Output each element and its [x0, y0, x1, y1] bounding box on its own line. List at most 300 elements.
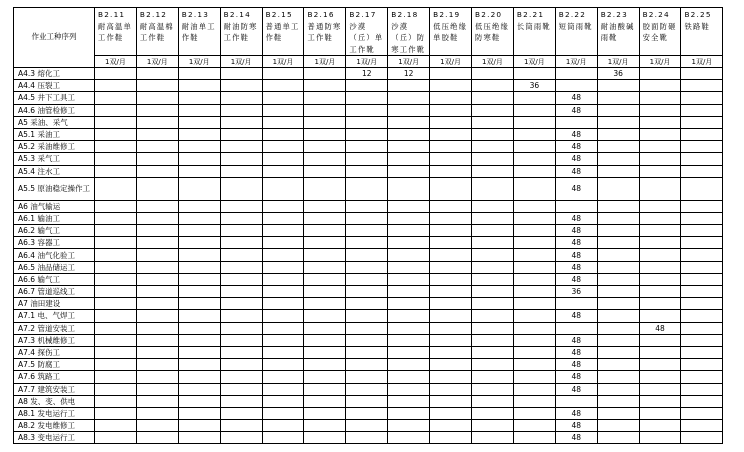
value-cell[interactable]: 48 — [555, 359, 597, 371]
value-cell[interactable] — [430, 128, 472, 140]
value-cell[interactable] — [430, 225, 472, 237]
value-cell[interactable] — [346, 359, 388, 371]
value-cell[interactable] — [513, 407, 555, 419]
value-cell[interactable] — [430, 273, 472, 285]
job-name-cell[interactable]: A4.4 压裂工 — [14, 80, 95, 92]
value-cell[interactable] — [304, 116, 346, 128]
value-cell[interactable] — [597, 298, 639, 310]
value-cell[interactable] — [178, 68, 220, 80]
value-cell[interactable] — [220, 371, 262, 383]
value-cell[interactable] — [513, 298, 555, 310]
value-cell[interactable] — [388, 346, 430, 358]
value-cell[interactable] — [430, 153, 472, 165]
value-cell[interactable] — [513, 249, 555, 261]
value-cell[interactable] — [95, 116, 137, 128]
value-cell[interactable] — [220, 80, 262, 92]
value-cell[interactable] — [95, 261, 137, 273]
value-cell[interactable] — [681, 128, 723, 140]
value-cell[interactable] — [346, 310, 388, 322]
value-cell[interactable] — [472, 407, 514, 419]
value-cell[interactable] — [597, 322, 639, 334]
value-cell[interactable] — [346, 200, 388, 212]
value-cell[interactable] — [513, 104, 555, 116]
value-cell[interactable] — [178, 177, 220, 200]
value-cell[interactable] — [639, 237, 681, 249]
value-cell[interactable] — [430, 116, 472, 128]
value-cell[interactable] — [388, 116, 430, 128]
value-cell[interactable] — [178, 141, 220, 153]
value-cell[interactable] — [136, 80, 178, 92]
job-name-cell[interactable]: A8.1 发电运行工 — [14, 407, 95, 419]
value-cell[interactable] — [262, 128, 304, 140]
value-cell[interactable] — [346, 395, 388, 407]
value-cell[interactable] — [555, 322, 597, 334]
value-cell[interactable] — [220, 165, 262, 177]
value-cell[interactable] — [346, 177, 388, 200]
value-cell[interactable] — [136, 432, 178, 444]
value-cell[interactable]: 48 — [555, 261, 597, 273]
value-cell[interactable] — [472, 334, 514, 346]
value-cell[interactable] — [597, 104, 639, 116]
value-cell[interactable] — [388, 128, 430, 140]
value-cell[interactable] — [136, 322, 178, 334]
value-cell[interactable] — [597, 141, 639, 153]
value-cell[interactable] — [513, 286, 555, 298]
value-cell[interactable]: 48 — [555, 407, 597, 419]
value-cell[interactable]: 36 — [555, 286, 597, 298]
value-cell[interactable] — [346, 141, 388, 153]
value-cell[interactable] — [178, 346, 220, 358]
value-cell[interactable] — [95, 420, 137, 432]
value-cell[interactable] — [555, 200, 597, 212]
value-cell[interactable] — [136, 225, 178, 237]
value-cell[interactable]: 48 — [555, 334, 597, 346]
value-cell[interactable] — [639, 128, 681, 140]
value-cell[interactable] — [597, 212, 639, 224]
value-cell[interactable] — [681, 407, 723, 419]
value-cell[interactable] — [136, 334, 178, 346]
column-header-cell[interactable] — [388, 8, 430, 56]
value-cell[interactable] — [262, 212, 304, 224]
value-cell[interactable] — [262, 249, 304, 261]
value-cell[interactable] — [472, 153, 514, 165]
job-name-cell[interactable]: A5.3 采气工 — [14, 153, 95, 165]
value-cell[interactable] — [262, 395, 304, 407]
value-cell[interactable] — [178, 298, 220, 310]
value-cell[interactable] — [220, 346, 262, 358]
value-cell[interactable] — [262, 334, 304, 346]
value-cell[interactable] — [681, 200, 723, 212]
value-cell[interactable] — [178, 310, 220, 322]
column-header-cell[interactable] — [304, 8, 346, 56]
value-cell[interactable] — [95, 200, 137, 212]
job-name-cell[interactable]: A6.1 输油工 — [14, 212, 95, 224]
value-cell[interactable] — [262, 346, 304, 358]
value-cell[interactable] — [95, 310, 137, 322]
value-cell[interactable] — [639, 334, 681, 346]
value-cell[interactable] — [513, 165, 555, 177]
value-cell[interactable] — [304, 261, 346, 273]
column-header-cell[interactable] — [513, 8, 555, 56]
value-cell[interactable] — [430, 141, 472, 153]
value-cell[interactable] — [513, 92, 555, 104]
value-cell[interactable] — [346, 80, 388, 92]
value-cell[interactable] — [388, 249, 430, 261]
value-cell[interactable] — [262, 141, 304, 153]
value-cell[interactable] — [597, 346, 639, 358]
job-name-cell[interactable]: A4.6 油管检修工 — [14, 104, 95, 116]
value-cell[interactable] — [513, 359, 555, 371]
value-cell[interactable] — [136, 249, 178, 261]
value-cell[interactable] — [178, 334, 220, 346]
value-cell[interactable]: 48 — [555, 237, 597, 249]
value-cell[interactable] — [597, 177, 639, 200]
value-cell[interactable]: 48 — [555, 346, 597, 358]
value-cell[interactable] — [597, 395, 639, 407]
value-cell[interactable]: 48 — [555, 141, 597, 153]
value-cell[interactable] — [304, 334, 346, 346]
value-cell[interactable] — [262, 177, 304, 200]
value-cell[interactable] — [304, 177, 346, 200]
value-cell[interactable] — [304, 128, 346, 140]
value-cell[interactable] — [262, 104, 304, 116]
value-cell[interactable] — [430, 395, 472, 407]
value-cell[interactable] — [472, 104, 514, 116]
job-name-cell[interactable]: A8 发、变、供电 — [14, 395, 95, 407]
value-cell[interactable] — [472, 212, 514, 224]
value-cell[interactable] — [513, 432, 555, 444]
value-cell[interactable] — [597, 165, 639, 177]
value-cell[interactable] — [681, 273, 723, 285]
value-cell[interactable] — [136, 237, 178, 249]
value-cell[interactable] — [95, 128, 137, 140]
value-cell[interactable] — [681, 80, 723, 92]
value-cell[interactable] — [346, 407, 388, 419]
value-cell[interactable]: 48 — [555, 128, 597, 140]
value-cell[interactable] — [304, 153, 346, 165]
job-name-cell[interactable]: A7.2 管道安装工 — [14, 322, 95, 334]
value-cell[interactable] — [639, 298, 681, 310]
value-cell[interactable] — [95, 395, 137, 407]
unit-cell[interactable]: 1双/月 — [597, 56, 639, 68]
value-cell[interactable] — [346, 128, 388, 140]
unit-cell[interactable]: 1双/月 — [178, 56, 220, 68]
value-cell[interactable] — [681, 141, 723, 153]
value-cell[interactable] — [681, 298, 723, 310]
value-cell[interactable] — [513, 310, 555, 322]
value-cell[interactable] — [95, 407, 137, 419]
value-cell[interactable] — [178, 432, 220, 444]
column-header-cell[interactable] — [472, 8, 514, 56]
value-cell[interactable] — [430, 432, 472, 444]
value-cell[interactable] — [681, 177, 723, 200]
value-cell[interactable] — [555, 116, 597, 128]
job-name-cell[interactable]: A8.3 变电运行工 — [14, 432, 95, 444]
column-header-cell[interactable] — [597, 8, 639, 56]
value-cell[interactable] — [513, 237, 555, 249]
value-cell[interactable] — [597, 359, 639, 371]
value-cell[interactable] — [513, 346, 555, 358]
job-name-cell[interactable]: A6.5 油品储运工 — [14, 261, 95, 273]
value-cell[interactable] — [472, 177, 514, 200]
value-cell[interactable] — [681, 359, 723, 371]
value-cell[interactable] — [304, 407, 346, 419]
value-cell[interactable] — [304, 237, 346, 249]
value-cell[interactable] — [430, 420, 472, 432]
value-cell[interactable] — [136, 104, 178, 116]
value-cell[interactable]: 12 — [346, 68, 388, 80]
job-name-cell[interactable]: A4.5 井下工具工 — [14, 92, 95, 104]
value-cell[interactable] — [220, 249, 262, 261]
value-cell[interactable] — [430, 237, 472, 249]
value-cell[interactable]: 48 — [555, 92, 597, 104]
unit-cell[interactable]: 1双/月 — [220, 56, 262, 68]
job-name-cell[interactable]: A4.3 熔化工 — [14, 68, 95, 80]
value-cell[interactable] — [136, 420, 178, 432]
job-name-cell[interactable]: A7.1 电、气焊工 — [14, 310, 95, 322]
value-cell[interactable] — [681, 420, 723, 432]
value-cell[interactable] — [597, 116, 639, 128]
value-cell[interactable] — [346, 432, 388, 444]
value-cell[interactable] — [178, 80, 220, 92]
job-name-cell[interactable]: A7.6 筑路工 — [14, 371, 95, 383]
value-cell[interactable] — [262, 68, 304, 80]
value-cell[interactable] — [346, 371, 388, 383]
value-cell[interactable] — [681, 432, 723, 444]
value-cell[interactable] — [597, 334, 639, 346]
value-cell[interactable] — [430, 68, 472, 80]
value-cell[interactable] — [95, 273, 137, 285]
value-cell[interactable] — [95, 68, 137, 80]
value-cell[interactable] — [430, 286, 472, 298]
value-cell[interactable] — [95, 92, 137, 104]
value-cell[interactable] — [136, 200, 178, 212]
value-cell[interactable] — [388, 225, 430, 237]
value-cell[interactable] — [178, 395, 220, 407]
value-cell[interactable] — [597, 92, 639, 104]
value-cell[interactable] — [304, 322, 346, 334]
value-cell[interactable] — [136, 395, 178, 407]
value-cell[interactable] — [472, 286, 514, 298]
value-cell[interactable] — [262, 261, 304, 273]
value-cell[interactable] — [639, 141, 681, 153]
job-name-cell[interactable]: A7.7 建筑安装工 — [14, 383, 95, 395]
column-header-cell[interactable] — [681, 8, 723, 56]
value-cell[interactable] — [388, 359, 430, 371]
value-cell[interactable] — [597, 310, 639, 322]
value-cell[interactable]: 48 — [555, 383, 597, 395]
value-cell[interactable] — [346, 237, 388, 249]
value-cell[interactable] — [472, 420, 514, 432]
job-name-cell[interactable]: A6.2 输气工 — [14, 225, 95, 237]
value-cell[interactable] — [262, 359, 304, 371]
value-cell[interactable] — [681, 346, 723, 358]
value-cell[interactable]: 48 — [555, 273, 597, 285]
value-cell[interactable] — [597, 432, 639, 444]
value-cell[interactable] — [639, 212, 681, 224]
value-cell[interactable] — [639, 225, 681, 237]
value-cell[interactable] — [136, 310, 178, 322]
value-cell[interactable] — [597, 128, 639, 140]
value-cell[interactable] — [513, 141, 555, 153]
value-cell[interactable] — [472, 273, 514, 285]
value-cell[interactable] — [513, 383, 555, 395]
value-cell[interactable] — [220, 432, 262, 444]
value-cell[interactable] — [346, 383, 388, 395]
value-cell[interactable] — [430, 310, 472, 322]
unit-cell[interactable]: 1双/月 — [681, 56, 723, 68]
value-cell[interactable] — [681, 68, 723, 80]
value-cell[interactable] — [597, 80, 639, 92]
value-cell[interactable] — [304, 432, 346, 444]
value-cell[interactable] — [597, 407, 639, 419]
value-cell[interactable] — [220, 128, 262, 140]
value-cell[interactable] — [430, 407, 472, 419]
column-header-cell[interactable] — [220, 8, 262, 56]
value-cell[interactable] — [472, 237, 514, 249]
value-cell[interactable] — [639, 80, 681, 92]
value-cell[interactable] — [513, 334, 555, 346]
value-cell[interactable] — [95, 359, 137, 371]
job-name-cell[interactable]: A6.7 管道巡线工 — [14, 286, 95, 298]
value-cell[interactable] — [220, 68, 262, 80]
value-cell[interactable] — [388, 371, 430, 383]
value-cell[interactable]: 48 — [555, 153, 597, 165]
job-name-cell[interactable]: A8.2 发电维修工 — [14, 420, 95, 432]
value-cell[interactable] — [220, 261, 262, 273]
value-cell[interactable] — [262, 273, 304, 285]
column-header-cell[interactable] — [639, 8, 681, 56]
value-cell[interactable] — [304, 273, 346, 285]
value-cell[interactable] — [430, 212, 472, 224]
value-cell[interactable] — [681, 310, 723, 322]
unit-cell[interactable]: 1双/月 — [95, 56, 137, 68]
value-cell[interactable] — [262, 237, 304, 249]
value-cell[interactable] — [220, 298, 262, 310]
value-cell[interactable] — [178, 249, 220, 261]
job-name-cell[interactable]: A6.3 容器工 — [14, 237, 95, 249]
job-name-cell[interactable]: A6 油气输运 — [14, 200, 95, 212]
value-cell[interactable] — [346, 212, 388, 224]
value-cell[interactable]: 48 — [555, 371, 597, 383]
value-cell[interactable] — [136, 177, 178, 200]
value-cell[interactable] — [555, 80, 597, 92]
value-cell[interactable] — [136, 286, 178, 298]
value-cell[interactable] — [472, 298, 514, 310]
value-cell[interactable] — [597, 371, 639, 383]
value-cell[interactable]: 48 — [555, 249, 597, 261]
value-cell[interactable] — [346, 322, 388, 334]
value-cell[interactable] — [472, 359, 514, 371]
value-cell[interactable] — [513, 371, 555, 383]
value-cell[interactable] — [220, 420, 262, 432]
value-cell[interactable] — [346, 92, 388, 104]
value-cell[interactable] — [555, 298, 597, 310]
value-cell[interactable] — [472, 395, 514, 407]
value-cell[interactable] — [262, 92, 304, 104]
value-cell[interactable] — [639, 310, 681, 322]
value-cell[interactable] — [472, 261, 514, 273]
value-cell[interactable] — [639, 261, 681, 273]
value-cell[interactable] — [388, 153, 430, 165]
value-cell[interactable] — [513, 68, 555, 80]
value-cell[interactable]: 48 — [639, 322, 681, 334]
value-cell[interactable] — [95, 153, 137, 165]
value-cell[interactable] — [639, 177, 681, 200]
value-cell[interactable] — [681, 286, 723, 298]
value-cell[interactable] — [136, 212, 178, 224]
value-cell[interactable]: 48 — [555, 104, 597, 116]
value-cell[interactable] — [472, 128, 514, 140]
value-cell[interactable] — [95, 177, 137, 200]
value-cell[interactable] — [136, 273, 178, 285]
value-cell[interactable] — [472, 141, 514, 153]
value-cell[interactable] — [220, 237, 262, 249]
value-cell[interactable] — [136, 92, 178, 104]
value-cell[interactable]: 48 — [555, 310, 597, 322]
value-cell[interactable] — [472, 200, 514, 212]
value-cell[interactable] — [430, 383, 472, 395]
value-cell[interactable] — [178, 200, 220, 212]
value-cell[interactable] — [178, 261, 220, 273]
value-cell[interactable] — [597, 249, 639, 261]
value-cell[interactable]: 48 — [555, 432, 597, 444]
value-cell[interactable] — [220, 322, 262, 334]
value-cell[interactable] — [681, 237, 723, 249]
value-cell[interactable] — [388, 420, 430, 432]
value-cell[interactable] — [639, 92, 681, 104]
value-cell[interactable] — [220, 407, 262, 419]
value-cell[interactable] — [178, 165, 220, 177]
value-cell[interactable] — [430, 200, 472, 212]
column-header-cell[interactable] — [95, 8, 137, 56]
value-cell[interactable] — [262, 383, 304, 395]
value-cell[interactable] — [304, 310, 346, 322]
value-cell[interactable] — [304, 383, 346, 395]
value-cell[interactable] — [220, 359, 262, 371]
unit-cell[interactable]: 1双/月 — [555, 56, 597, 68]
value-cell[interactable] — [304, 104, 346, 116]
value-cell[interactable]: 48 — [555, 225, 597, 237]
value-cell[interactable] — [472, 383, 514, 395]
value-cell[interactable] — [346, 286, 388, 298]
value-cell[interactable] — [220, 212, 262, 224]
value-cell[interactable] — [681, 322, 723, 334]
value-cell[interactable] — [304, 371, 346, 383]
value-cell[interactable] — [388, 104, 430, 116]
value-cell[interactable] — [388, 298, 430, 310]
value-cell[interactable] — [388, 286, 430, 298]
value-cell[interactable] — [304, 395, 346, 407]
value-cell[interactable] — [681, 261, 723, 273]
value-cell[interactable] — [178, 128, 220, 140]
value-cell[interactable]: 48 — [555, 420, 597, 432]
value-cell[interactable] — [136, 141, 178, 153]
value-cell[interactable] — [388, 310, 430, 322]
value-cell[interactable] — [388, 212, 430, 224]
value-cell[interactable] — [304, 420, 346, 432]
value-cell[interactable] — [220, 395, 262, 407]
job-name-cell[interactable]: A6.4 油气化验工 — [14, 249, 95, 261]
column-header-cell[interactable] — [178, 8, 220, 56]
value-cell[interactable] — [178, 104, 220, 116]
value-cell[interactable] — [220, 141, 262, 153]
unit-cell[interactable]: 1双/月 — [472, 56, 514, 68]
value-cell[interactable] — [346, 298, 388, 310]
value-cell[interactable] — [95, 383, 137, 395]
job-name-cell[interactable]: A5 采油、采气 — [14, 116, 95, 128]
value-cell[interactable] — [388, 273, 430, 285]
